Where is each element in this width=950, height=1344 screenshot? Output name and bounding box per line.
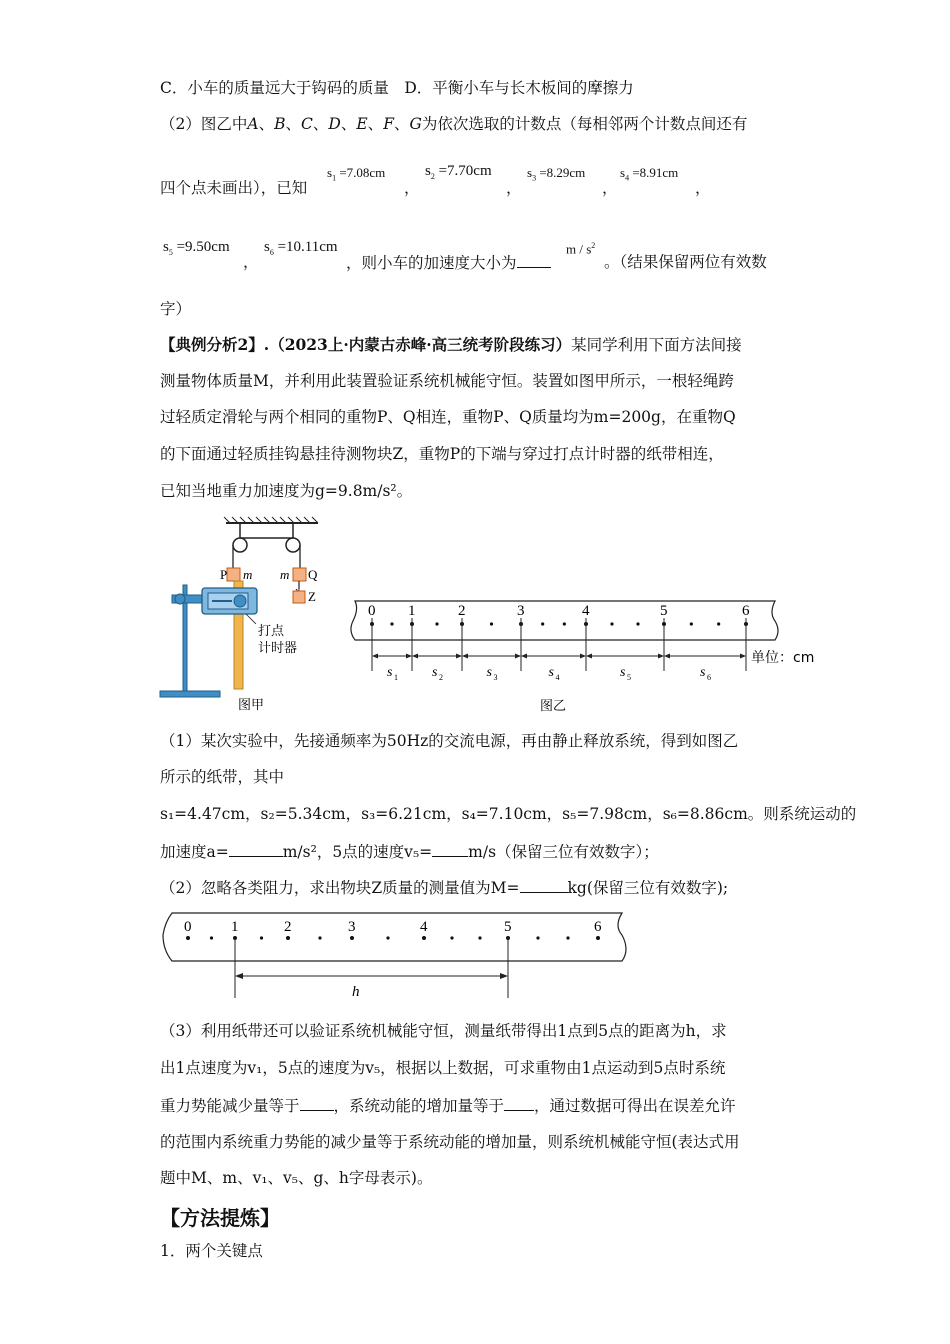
method-heading: 【方法提炼】 bbox=[160, 1206, 280, 1230]
block-Z bbox=[293, 591, 305, 603]
example-2-title: 【典例分析2】.（2023上·内蒙古赤峰·高三统考阶段练习）某同学利用下面方法间接 bbox=[160, 335, 742, 354]
tape-unit: 单位：cm bbox=[751, 650, 815, 666]
tape-dot bbox=[717, 622, 720, 625]
tape-number: 1 bbox=[408, 603, 416, 619]
figure-yi bbox=[340, 595, 840, 720]
dim-arrow-right bbox=[515, 654, 521, 659]
s2-value: $s_2 =7.70cm$ bbox=[425, 163, 492, 181]
tape-dot bbox=[563, 622, 566, 625]
dim-label: s bbox=[620, 665, 626, 680]
part1-answer-line: 加速度a= m/s²，5点的速度v₅= m/s（保留三位有效数字）； bbox=[160, 840, 659, 863]
mass-M-blank[interactable] bbox=[520, 876, 568, 893]
accel-question: ，则小车的加速度大小为 bbox=[346, 251, 551, 274]
dim-label: s bbox=[432, 665, 438, 680]
dim-arrow-right bbox=[658, 654, 664, 659]
tape2-dot bbox=[566, 936, 569, 939]
pulley-left bbox=[233, 538, 247, 552]
tape2-number: 0 bbox=[184, 919, 192, 935]
tape2-count-point bbox=[286, 936, 290, 940]
tape2-number: 1 bbox=[231, 919, 239, 935]
tape-dot bbox=[610, 622, 613, 625]
caption-jia: 图甲 bbox=[238, 698, 265, 713]
tape-dot bbox=[690, 622, 693, 625]
pe-decrease-blank[interactable] bbox=[300, 1094, 334, 1111]
tape-number: 2 bbox=[458, 603, 466, 619]
dim-arrow-left bbox=[462, 654, 468, 659]
dim-label-sub: 2 bbox=[439, 673, 443, 682]
tape-number: 5 bbox=[660, 603, 668, 619]
mass-P bbox=[227, 568, 240, 581]
dim-label: s bbox=[486, 665, 492, 680]
dim-arrow-right bbox=[740, 654, 746, 659]
tape2-dot bbox=[450, 936, 453, 939]
s-values-line: s₁=4.47cm，s₂=5.34cm，s₃=6.21cm，s₄=7.10cm，s₅=7.98cm，s₆=8.86cm。则系统运动的 bbox=[160, 805, 857, 823]
dim-label: s bbox=[387, 665, 393, 680]
part2-line: （2）忽略各类阻力，求出物块Z质量的测量值为M= kg(保留三位有效数字); bbox=[160, 876, 728, 899]
tape2-dot bbox=[478, 936, 481, 939]
tape2-count-point bbox=[350, 936, 354, 940]
v5-blank[interactable] bbox=[432, 840, 468, 857]
svg-text:m: m bbox=[280, 567, 290, 582]
figure-jia bbox=[150, 515, 350, 720]
tape2-count-point bbox=[596, 936, 600, 940]
svg-text:计时器: 计时器 bbox=[258, 641, 298, 656]
tape2-count-point bbox=[422, 936, 426, 940]
tape2-number: 6 bbox=[594, 919, 602, 935]
tape2-dot bbox=[386, 936, 389, 939]
tape2-number: 3 bbox=[348, 919, 356, 935]
dim-label-sub: 6 bbox=[707, 673, 711, 682]
tape2-number: 4 bbox=[420, 919, 428, 935]
tape2-count-point bbox=[186, 936, 190, 940]
s4-value: $s_4 =8.91cm$ bbox=[620, 165, 679, 183]
tape-dot bbox=[490, 622, 493, 625]
ke-increase-blank[interactable] bbox=[504, 1094, 534, 1111]
label-Z: Z bbox=[308, 589, 316, 604]
tape-number: 3 bbox=[517, 603, 525, 619]
caption-yi: 图乙 bbox=[540, 699, 567, 714]
label-Q: Q bbox=[308, 567, 318, 582]
figure-tape-h bbox=[150, 908, 650, 1008]
mass-Q bbox=[293, 568, 306, 581]
dim-arrow-right bbox=[456, 654, 462, 659]
tape2-number: 2 bbox=[284, 919, 292, 935]
tape-dot bbox=[541, 622, 544, 625]
dim-arrow-left bbox=[664, 654, 670, 659]
stand-base bbox=[160, 691, 220, 697]
dim-arrow-left bbox=[521, 654, 527, 659]
dim-label: s bbox=[700, 665, 706, 680]
tape-number: 4 bbox=[582, 603, 590, 619]
dim-label-sub: 1 bbox=[394, 673, 398, 682]
s5-value: $s_5 =9.50cm$ bbox=[163, 239, 230, 257]
dim-label: s bbox=[548, 665, 554, 680]
tape2-dot bbox=[260, 936, 263, 939]
dim-arrow-left bbox=[372, 654, 378, 659]
tape2-dot bbox=[210, 936, 213, 939]
dim-arrow-left bbox=[412, 654, 418, 659]
method-item-1: 1．两个关键点 bbox=[160, 1242, 263, 1260]
dim-arrow-right bbox=[406, 654, 412, 659]
dim-arrow-right bbox=[580, 654, 586, 659]
tape2-number: 5 bbox=[504, 919, 512, 935]
part3-answer-line: 重力势能减少量等于 ，系统动能的增加量等于 ，通过数据可得出在误差允许 bbox=[160, 1094, 736, 1117]
dim-arrow-left bbox=[586, 654, 592, 659]
h-label: h bbox=[352, 984, 360, 1000]
dim-label-sub: 3 bbox=[493, 673, 498, 682]
tape-dot bbox=[435, 622, 438, 625]
s6-value: $s_6 =10.11cm$ bbox=[264, 239, 338, 257]
unit-ms2: m / $s^2$ bbox=[566, 241, 596, 257]
tape-dot bbox=[390, 622, 393, 625]
s1-value: $s_1 =7.08cm$ bbox=[327, 165, 386, 183]
tape2-dot bbox=[536, 936, 539, 939]
tape-number: 6 bbox=[742, 603, 750, 619]
accel-a-blank[interactable] bbox=[229, 840, 283, 857]
tape-number: 0 bbox=[368, 603, 376, 619]
question-2-line3: 四个点未画出），已知 bbox=[160, 179, 308, 197]
options-line: C．小车的质量远大于钩码的质量 D．平衡小车与长木板间的摩擦力 bbox=[160, 79, 634, 97]
dim-label-sub: 5 bbox=[627, 673, 631, 682]
s3-value: $s_3 =8.29cm$ bbox=[527, 165, 586, 183]
tape-dot bbox=[636, 622, 639, 625]
tape2-dot bbox=[318, 936, 321, 939]
accel-blank[interactable] bbox=[517, 251, 551, 268]
dim-label-sub: 4 bbox=[555, 673, 560, 682]
timer-label: 打点 bbox=[258, 624, 285, 639]
tape-dimensions bbox=[372, 654, 746, 683]
svg-text:m: m bbox=[243, 567, 253, 582]
label-P: P bbox=[220, 567, 228, 582]
question-2-line: （2）图乙中A、B、C、D、E、F、G为依次选取的计数点（每相邻两个计数点间还有 bbox=[160, 115, 748, 133]
pulley-right bbox=[286, 538, 300, 552]
